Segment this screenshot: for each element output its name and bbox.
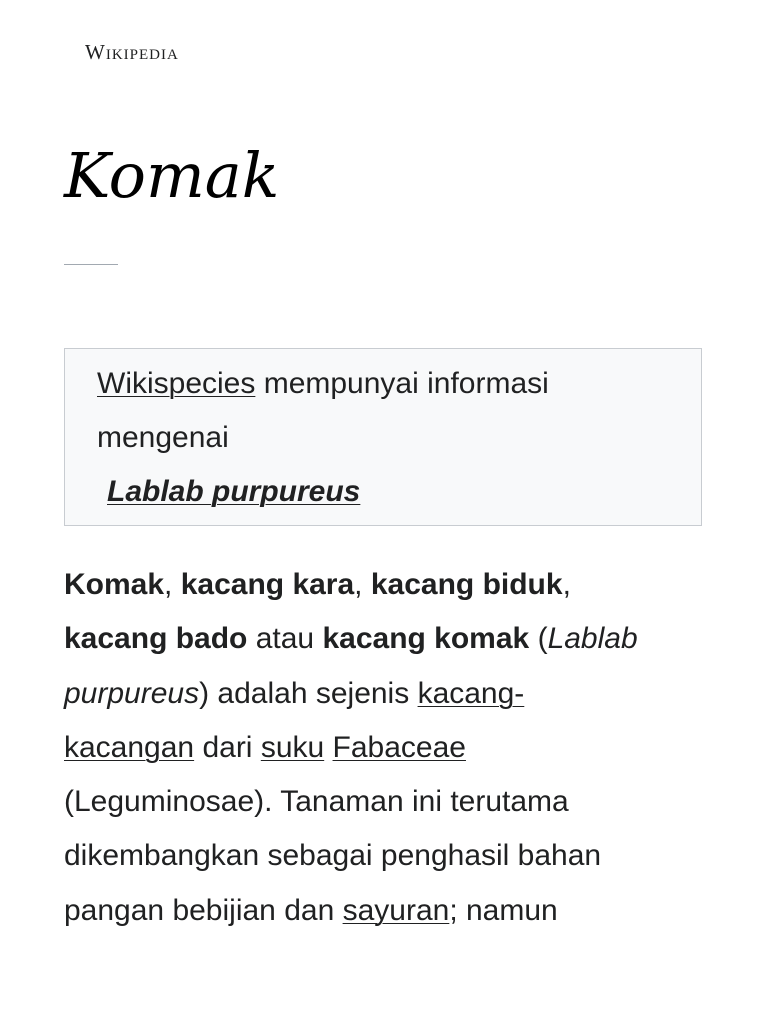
sayuran-link[interactable]: sayuran bbox=[342, 893, 450, 927]
lead-line-7 bbox=[64, 884, 714, 938]
lead-line-4 bbox=[64, 721, 714, 775]
term-kacang-kara: kacang kara bbox=[180, 568, 355, 601]
sister-box-line-1 bbox=[97, 357, 681, 411]
kacang-kacangan-link-continued[interactable]: kacangan bbox=[64, 730, 195, 764]
title-divider bbox=[64, 264, 118, 265]
lead-line-1 bbox=[64, 558, 714, 612]
scientific-name-species: purpureus bbox=[64, 676, 200, 710]
term-kacang-bado: kacang bado bbox=[64, 622, 248, 656]
wikipedia-wordmark[interactable]: Wikipedia bbox=[85, 40, 179, 64]
lead-line-3 bbox=[64, 667, 714, 721]
separator: , bbox=[164, 568, 181, 601]
term-kacang-komak: kacang komak bbox=[322, 622, 530, 656]
lead-paragraph bbox=[64, 558, 714, 938]
sister-project-box bbox=[64, 348, 702, 526]
separator: , bbox=[562, 568, 571, 601]
lead-line-2 bbox=[64, 612, 714, 666]
species-link[interactable]: Lablab purpureus bbox=[107, 475, 361, 508]
text-atau: atau bbox=[247, 622, 323, 656]
lead-line-5: (Leguminosae). Tanaman ini terutama bbox=[64, 785, 569, 819]
separator: , bbox=[354, 568, 371, 601]
text-adalah: ) adalah sejenis bbox=[199, 676, 418, 710]
sister-box-line-2: mengenai bbox=[97, 421, 229, 454]
sister-box-line-3 bbox=[97, 465, 681, 519]
fabaceae-link[interactable]: Fabaceae bbox=[332, 730, 466, 764]
term-kacang-biduk: kacang biduk bbox=[370, 568, 563, 601]
text-pangan: pangan bebijian dan bbox=[64, 893, 343, 927]
sister-box-text: mempunyai informasi bbox=[255, 367, 549, 400]
term-komak: Komak bbox=[64, 568, 165, 601]
suku-link[interactable]: suku bbox=[260, 730, 325, 764]
article-content bbox=[64, 558, 714, 938]
kacang-kacangan-link[interactable]: kacang- bbox=[417, 676, 525, 710]
text-namun: ; namun bbox=[449, 893, 558, 927]
paren-open: ( bbox=[529, 622, 548, 656]
scientific-name-genus: Lablab bbox=[547, 622, 638, 656]
page-title: Komak bbox=[64, 139, 280, 212]
text-dari: dari bbox=[194, 730, 261, 764]
space bbox=[324, 731, 332, 764]
wikispecies-link[interactable]: Wikispecies bbox=[97, 367, 256, 400]
lead-line-6: dikembangkan sebagai penghasil bahan bbox=[64, 839, 602, 873]
